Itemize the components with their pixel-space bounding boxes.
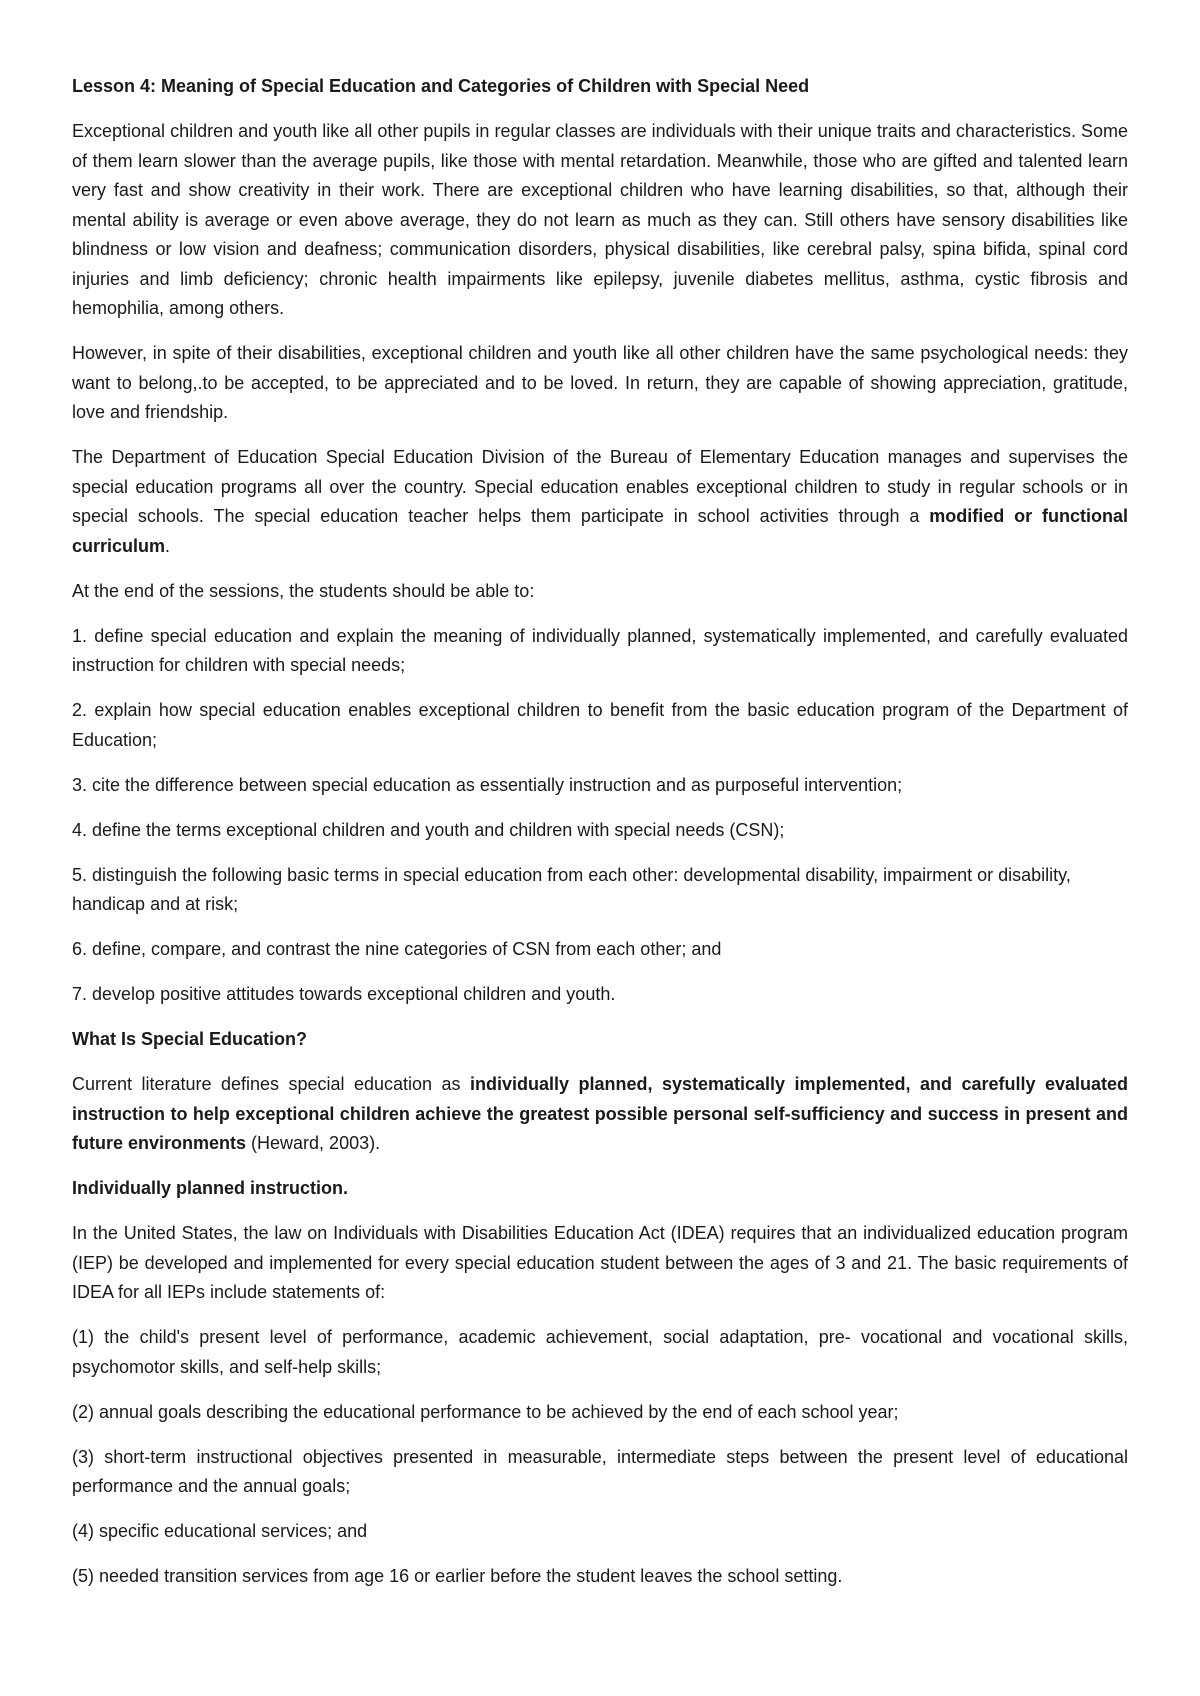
intro-paragraph-3-text: The Department of Education Special Education Division of the Bureau of Elementary Education manages and supervises the special education programs all over the country. Special education enables exceptional children to study in regular schools or in special schools. The special education teacher helps them participate in school activities through a bbox=[72, 447, 1128, 526]
requirement-item-3: (3) short-term instructional objectives presented in measurable, intermediate steps between the present level of educational performance and the annual goals; bbox=[72, 1446, 1128, 1496]
idea-paragraph: In the United States, the law on Individuals with Disabilities Education Act (IDEA) requires that an individualized education program (IEP) be developed and implemented for every special education student between the ages of 3 and 21. The basic requirements of IDEA for all IEPs include statements of: bbox=[72, 1223, 1128, 1302]
objective-item-7: 7. develop positive attitudes towards exceptional children and youth. bbox=[72, 984, 616, 1004]
objective-item-1: 1. define special education and explain the meaning of individually planned, systematically implemented, and carefully evaluated instruction for children with special needs; bbox=[72, 625, 1128, 675]
objective-item-5: 5. distinguish the following basic terms in special education from each other: developmental disability, impairment or disability, handicap and at risk; bbox=[72, 864, 1071, 914]
intro-paragraph-2: However, in spite of their disabilities, exceptional children and youth like all other children have the same psychological needs: they want to belong,.to be accepted, to be appreciated and to be loved. In return, they are capable of showing appreciation, gratitude, love and friendship. bbox=[72, 343, 1128, 422]
definition-intro: Current literature defines special education as bbox=[72, 1074, 470, 1094]
intro-paragraph-3 bbox=[72, 443, 1128, 561]
requirement-item-4: (4) specific educational services; and bbox=[72, 1521, 368, 1541]
requirement-item-1: (1) the child's present level of performance, academic achievement, social adaptation, pre- vocational and vocational skills, psychomotor skills, and self-help skills; bbox=[72, 1327, 1128, 1377]
objective-item-3: 3. cite the difference between special education as essentially instruction and as purposeful intervention; bbox=[72, 774, 903, 795]
definition-emphasis: individually planned, systematically implemented, and carefully evaluated instruction to help exceptional children achieve the greatest possible personal self-sufficiency and success in present and future environments bbox=[72, 1074, 1128, 1153]
definition-citation: (Heward, 2003). bbox=[246, 1133, 381, 1153]
subheading: Individually planned instruction. bbox=[72, 1178, 349, 1198]
lesson-title: Lesson 4: Meaning of Special Education and Categories of Children with Special Need bbox=[72, 76, 810, 96]
objective-item-6: 6. define, compare, and contrast the nine categories of CSN from each other; and bbox=[72, 939, 722, 959]
objective-item-4: 4. define the terms exceptional children and youth and children with special needs (CSN); bbox=[72, 819, 785, 840]
objective-item-2: 2. explain how special education enables exceptional children to benefit from the basic education program of the Department of Education; bbox=[72, 700, 1128, 750]
intro-paragraph-1: Exceptional children and youth like all other pupils in regular classes are individuals with their unique traits and characteristics. Some of them learn slower than the average pupils, like those with mental retardation. Meanwhile, those who are gifted and talented learn very fast and show creativity in their work. There are exceptional children who have learning disabilities, so that, although their mental ability is average or even above average, they do not learn as much as they can. Still others have sensory disabilities like blindness or low vision and deafness; communication disorders, physical disabilities, like cerebral palsy, spina bifida, spinal cord injuries and limb deficiency; chronic health impairments like epilepsy, juvenile diabetes mellitus, asthma, cystic fibrosis and hemophilia, among others. bbox=[72, 121, 1128, 318]
requirement-item-2: (2) annual goals describing the educational performance to be achieved by the end of each school year; bbox=[72, 1401, 899, 1422]
objectives-intro: At the end of the sessions, the students should be able to: bbox=[72, 580, 535, 601]
requirement-item-5: (5) needed transition services from age 16 or earlier before the student leaves the school setting. bbox=[72, 1566, 843, 1586]
intro-paragraph-3-end: . bbox=[165, 535, 171, 556]
curriculum-emphasis: modified or functional curriculum bbox=[72, 506, 1128, 556]
definition-paragraph bbox=[72, 1070, 1128, 1159]
section-heading: What Is Special Education? bbox=[72, 1029, 308, 1049]
